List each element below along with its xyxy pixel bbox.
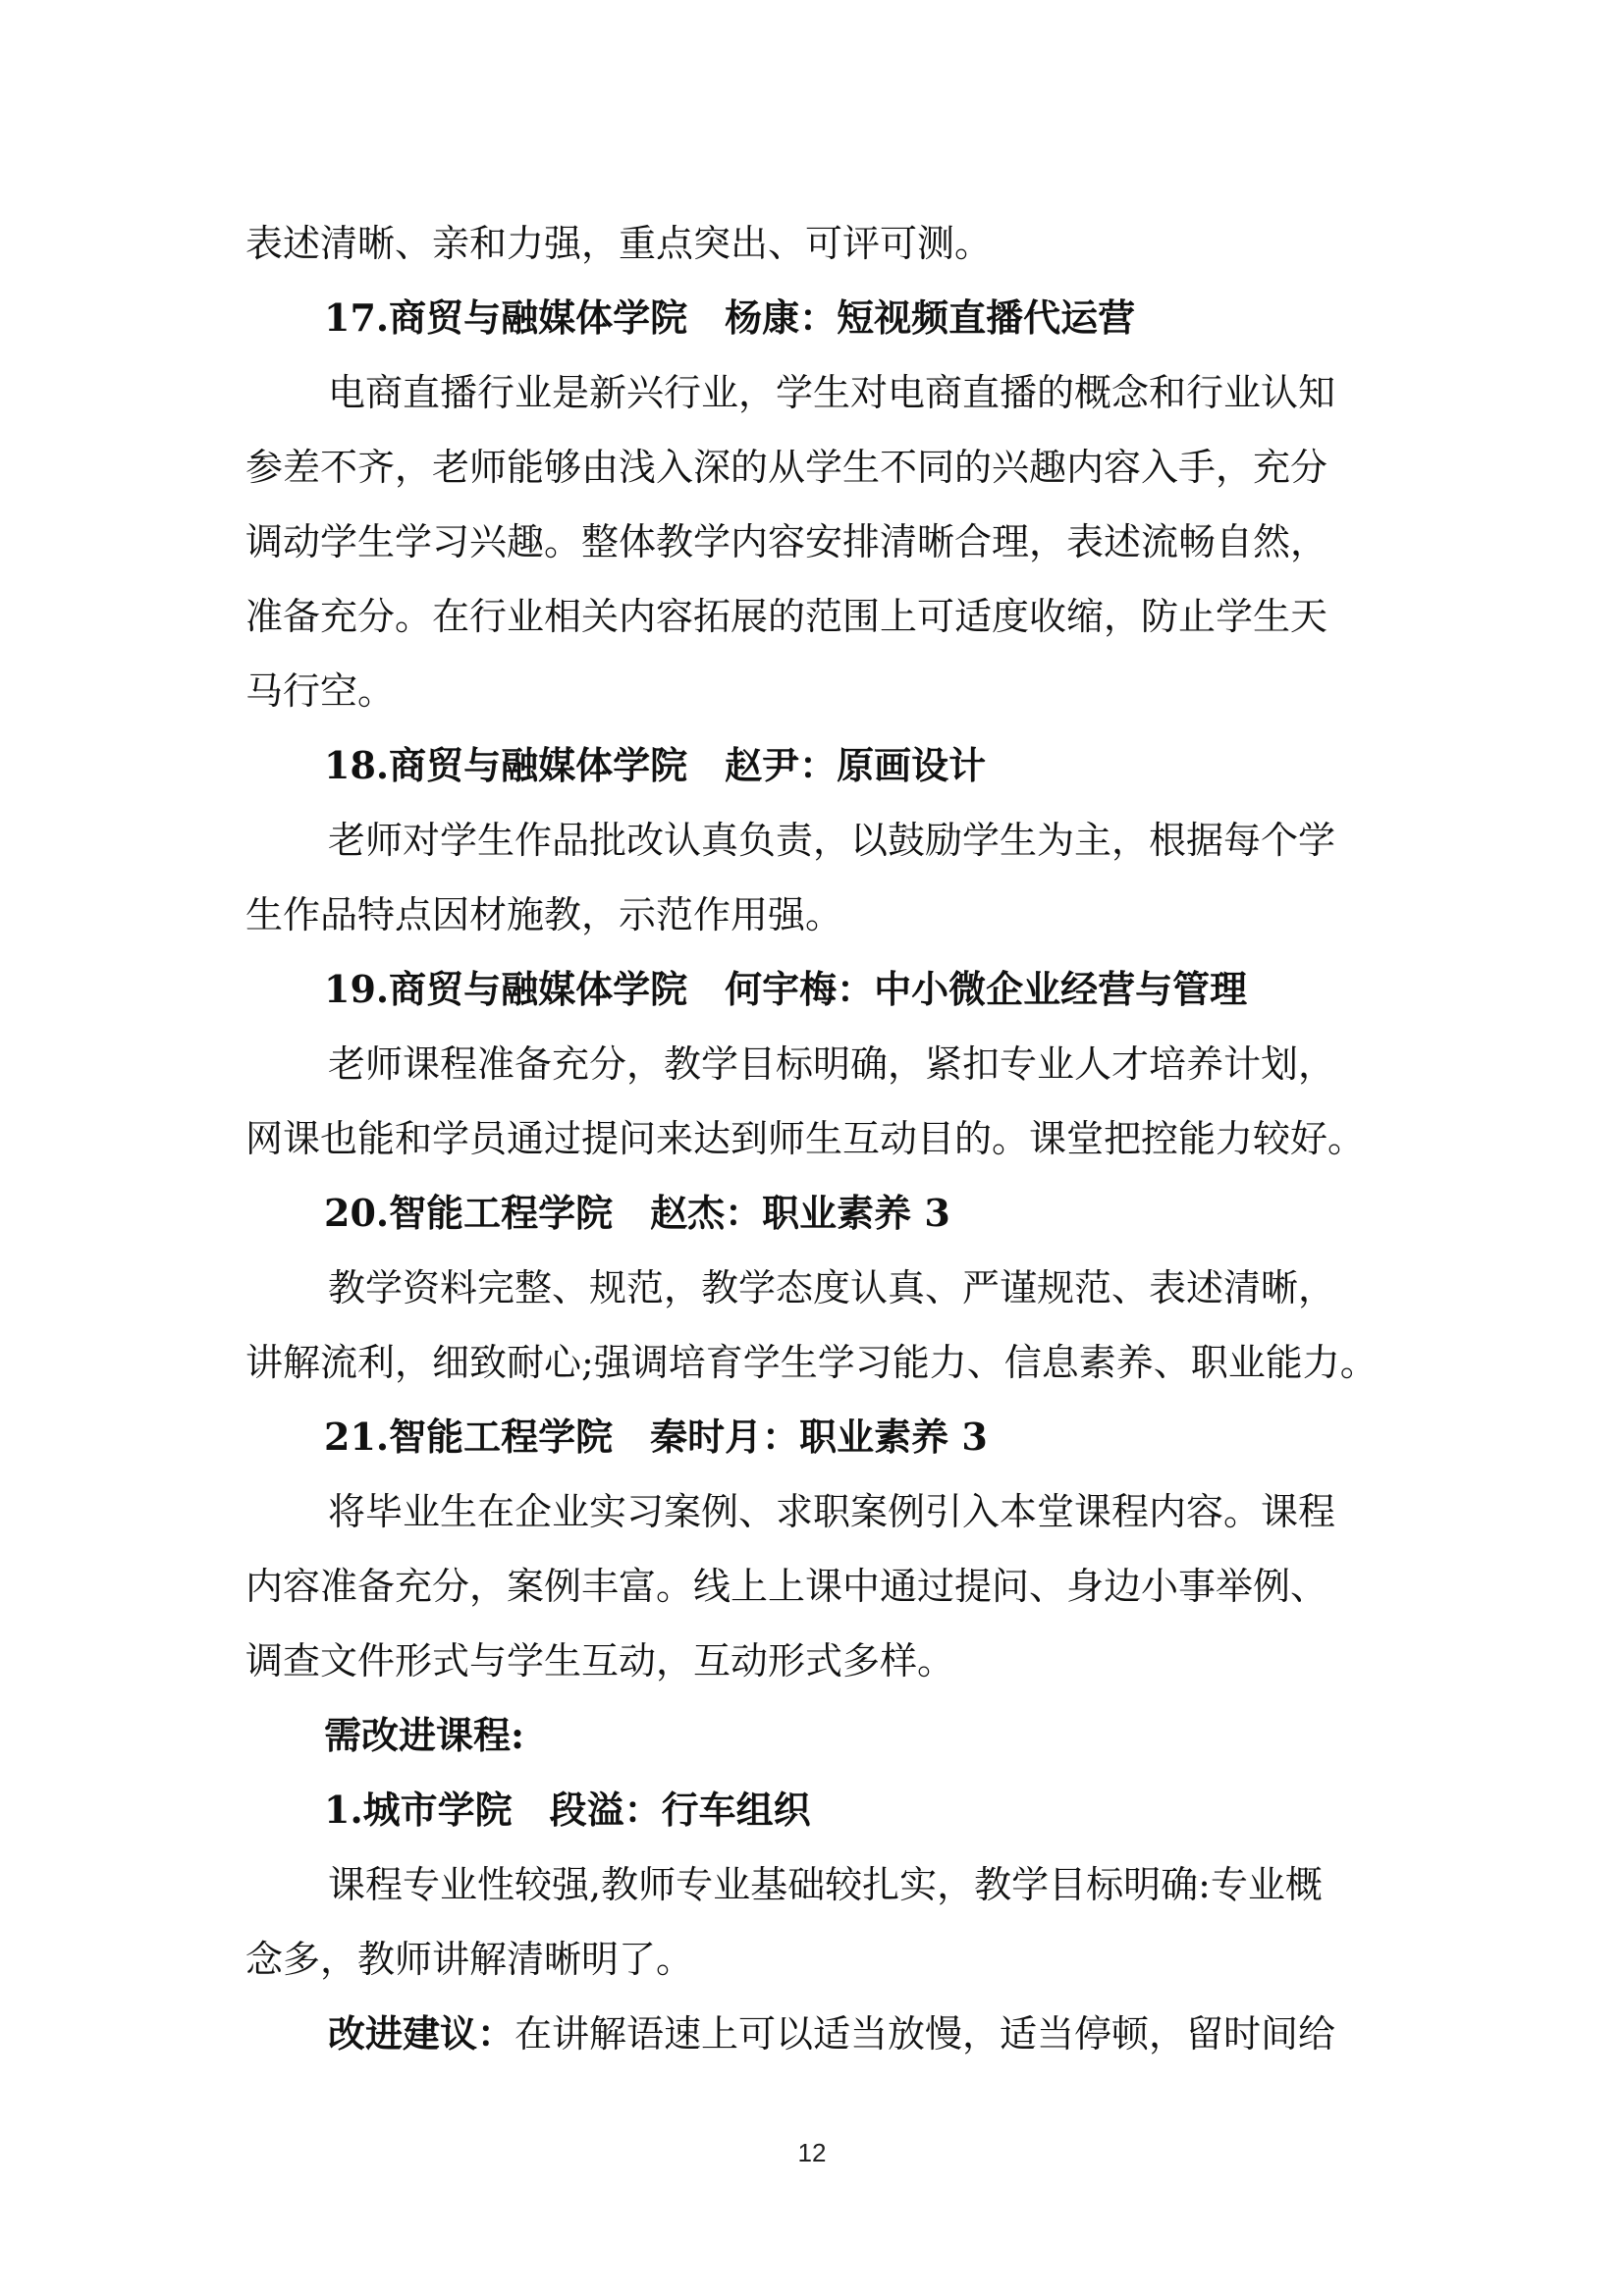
paragraph-first-line: 将毕业生在企业实习案例、求职案例引入本堂课程内容。课程 bbox=[328, 1490, 1336, 1533]
document-body bbox=[245, 206, 1463, 2071]
text-line: 调查文件形式与学生互动，互动形式多样。 bbox=[245, 1639, 955, 1682]
section-heading: 19.商贸与融媒体学院 何宇梅：中小微企业经营与管理 bbox=[324, 967, 1248, 1011]
paragraph-first-line: 教学资料完整、规范，教学态度认真、严谨规范、表述清晰， bbox=[328, 1266, 1336, 1309]
text-line: 内容准备充分，案例丰富。线上上课中通过提问、身边小事举例、 bbox=[245, 1565, 1328, 1608]
paragraph-first-line: 课程专业性较强,教师专业基础较扎实，教学目标明确:专业概 bbox=[328, 1863, 1323, 1906]
section-heading: 17.商贸与融媒体学院 杨康：短视频直播代运营 bbox=[324, 295, 1136, 340]
paragraph-first-line: 老师对学生作品批改认真负责，以鼓励学生为主，根据每个学 bbox=[328, 819, 1336, 862]
section-heading: 20.智能工程学院 赵杰：职业素养 3 bbox=[324, 1191, 950, 1235]
text-line: 生作品特点因材施教，示范作用强。 bbox=[245, 893, 843, 936]
paragraph-first-line: 电商直播行业是新兴行业，学生对电商直播的概念和行业认知 bbox=[328, 371, 1336, 414]
text-line: 参差不齐，老师能够由浅入深的从学生不同的兴趣内容入手，充分 bbox=[245, 446, 1328, 489]
text-line: 准备充分。在行业相关内容拓展的范围上可适度收缩，防止学生天 bbox=[245, 595, 1328, 638]
text-line: 讲解流利，细致耐心;强调培育学生学习能力、信息素养、职业能力。 bbox=[245, 1341, 1378, 1384]
section-heading: 18.商贸与融媒体学院 赵尹：原画设计 bbox=[324, 743, 987, 787]
suggestion-label: 改进建议： bbox=[328, 2011, 515, 2056]
text-line: 马行空。 bbox=[245, 669, 396, 713]
section-heading: 21.智能工程学院 秦时月：职业素养 3 bbox=[324, 1415, 988, 1459]
suggestion-text: 在讲解语速上可以适当放慢，适当停顿，留时间给 bbox=[514, 2012, 1336, 2056]
page-number: 12 bbox=[797, 2138, 827, 2167]
suggestion-line bbox=[245, 1997, 1463, 2071]
paragraph-first-line: 老师课程准备充分，教学目标明确，紧扣专业人才培养计划， bbox=[328, 1042, 1336, 1086]
section-heading: 1.城市学院 段溢：行车组织 bbox=[324, 1788, 811, 1832]
section-heading: 需改进课程: bbox=[324, 1713, 525, 1757]
text-line: 表述清晰、亲和力强，重点突出、可评可测。 bbox=[245, 222, 993, 265]
text-line: 调动学生学习兴趣。整体教学内容安排清晰合理，表述流畅自然， bbox=[245, 520, 1328, 563]
text-line: 网课也能和学员通过提问来达到师生互动目的。课堂把控能力较好。 bbox=[245, 1117, 1366, 1160]
text-line: 念多，教师讲解清晰明了。 bbox=[245, 1938, 694, 1981]
